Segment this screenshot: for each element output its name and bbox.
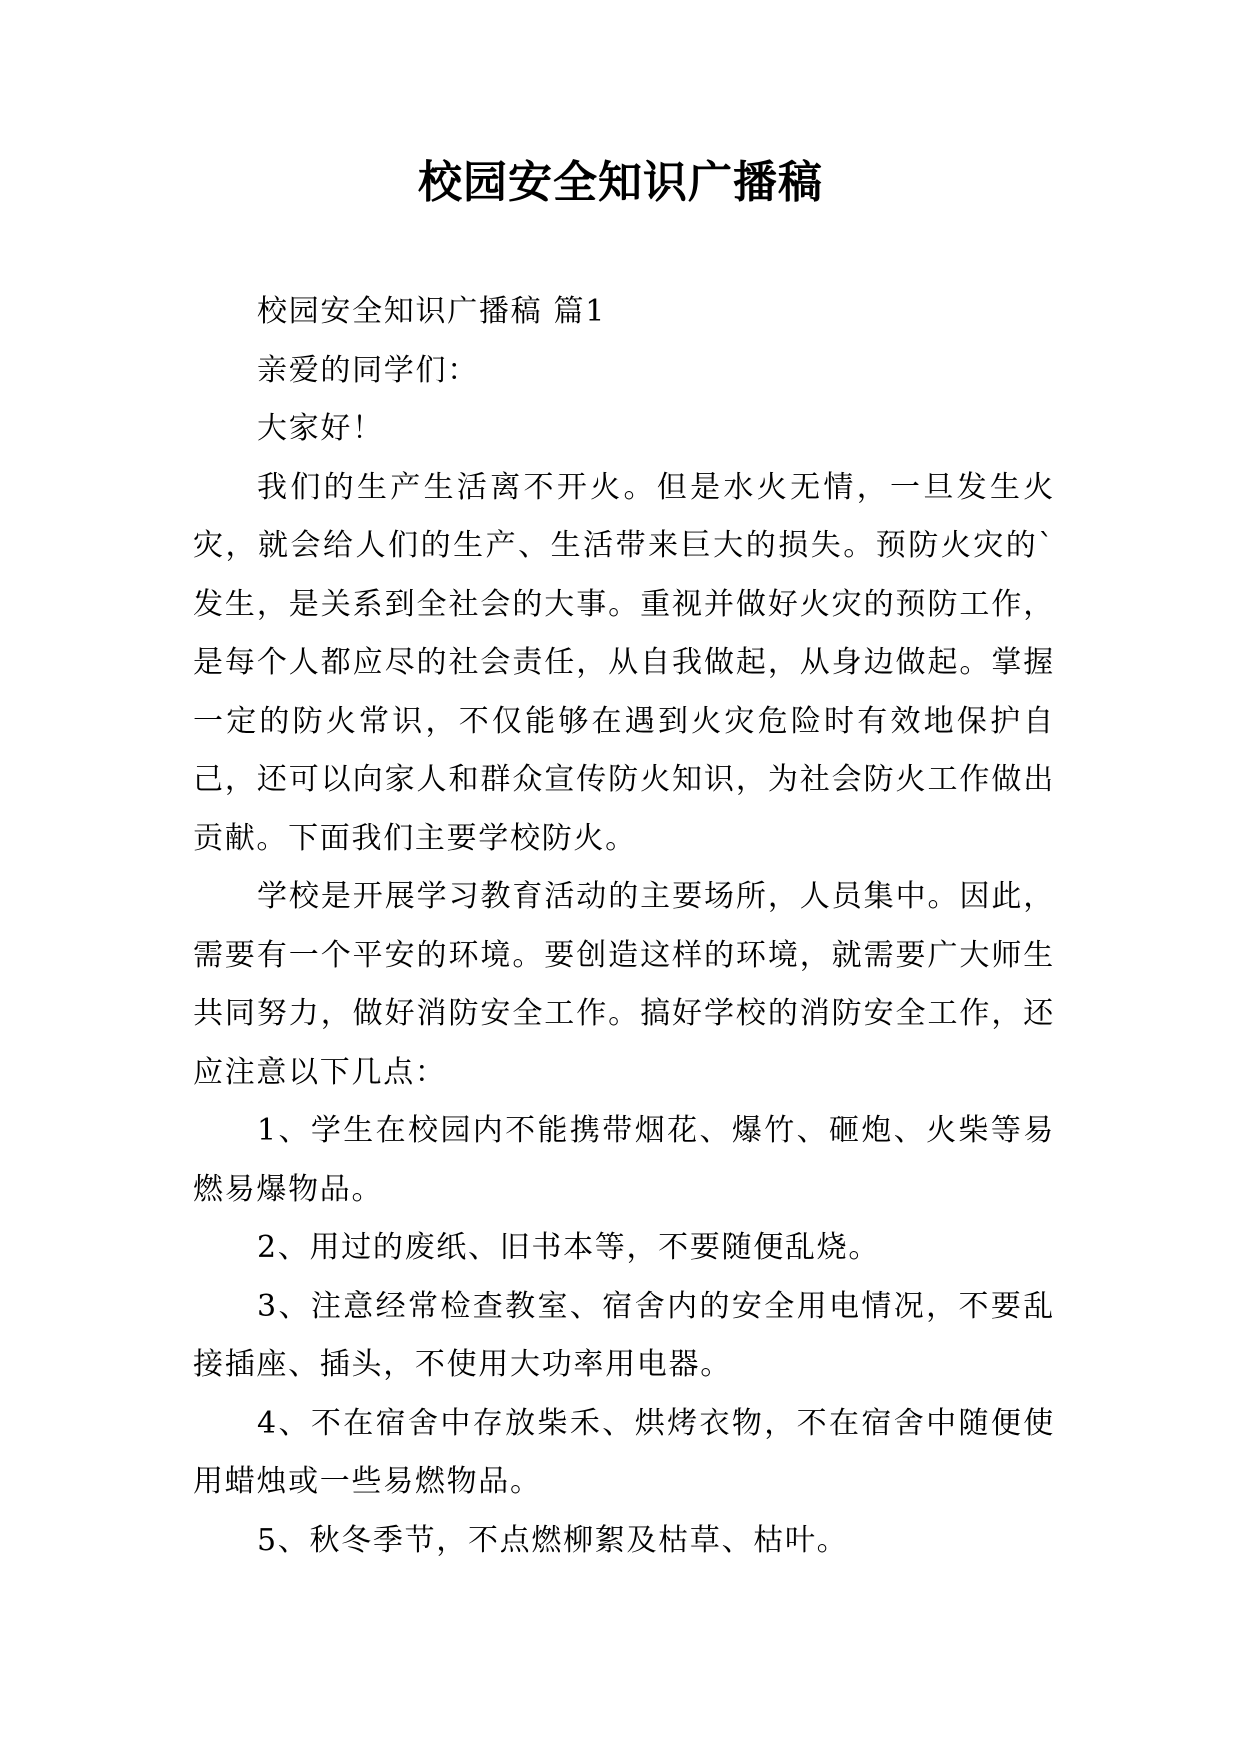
greeting: 大家好！ <box>257 411 384 446</box>
salutation: 亲爱的同学们： <box>257 352 479 388</box>
section-heading: 校园安全知识广播稿 篇1 <box>257 294 607 329</box>
list-item: 2、用过的废纸、旧书本等，不要随便乱烧。 <box>257 1230 881 1265</box>
list-item: 1、学生在校园内不能携带烟花、爆竹、砸炮、火柴等易燃易爆物品。 <box>193 1113 1055 1207</box>
list-item: 5、秋冬季节，不点燃柳絮及枯草、枯叶。 <box>257 1522 849 1558</box>
document-body <box>193 283 1055 1570</box>
list-item: 4、不在宿舍中存放柴禾、烘烤衣物，不在宿舍中随便使用蜡烛或一些易燃物品。 <box>193 1405 1055 1499</box>
list-item: 3、注意经常检查教室、宿舍内的安全用电情况，不要乱接插座、插头，不使用大功率用电器。 <box>193 1288 1055 1382</box>
paragraph-school-safety: 学校是开展学习教育活动的主要场所，人员集中。因此，需要有一个平安的环境。要创造这样的环境，就需要广大师生共同努力，做好消防安全工作。搞好学校的消防安全工作，还应注意以下几点： <box>193 879 1055 1090</box>
document-title: 校园安全知识广播稿 <box>418 157 823 208</box>
paragraph-fire-intro: 我们的生产生活离不开火。但是水火无情，一旦发生火灾，就会给人们的生产、生活带来巨大的损失。预防火灾的`发生，是关系到全社会的大事。重视并做好火灾的预防工作，是每个人都应尽的社会责任，从自我做起，从身边做起。掌握一定的防火常识，不仅能够在遇到火灾危险时有效地保护自己，还可以向家人和群众宣传防火知识，为社会防火工作做出贡献。下面我们主要学校防火。 <box>193 469 1055 856</box>
